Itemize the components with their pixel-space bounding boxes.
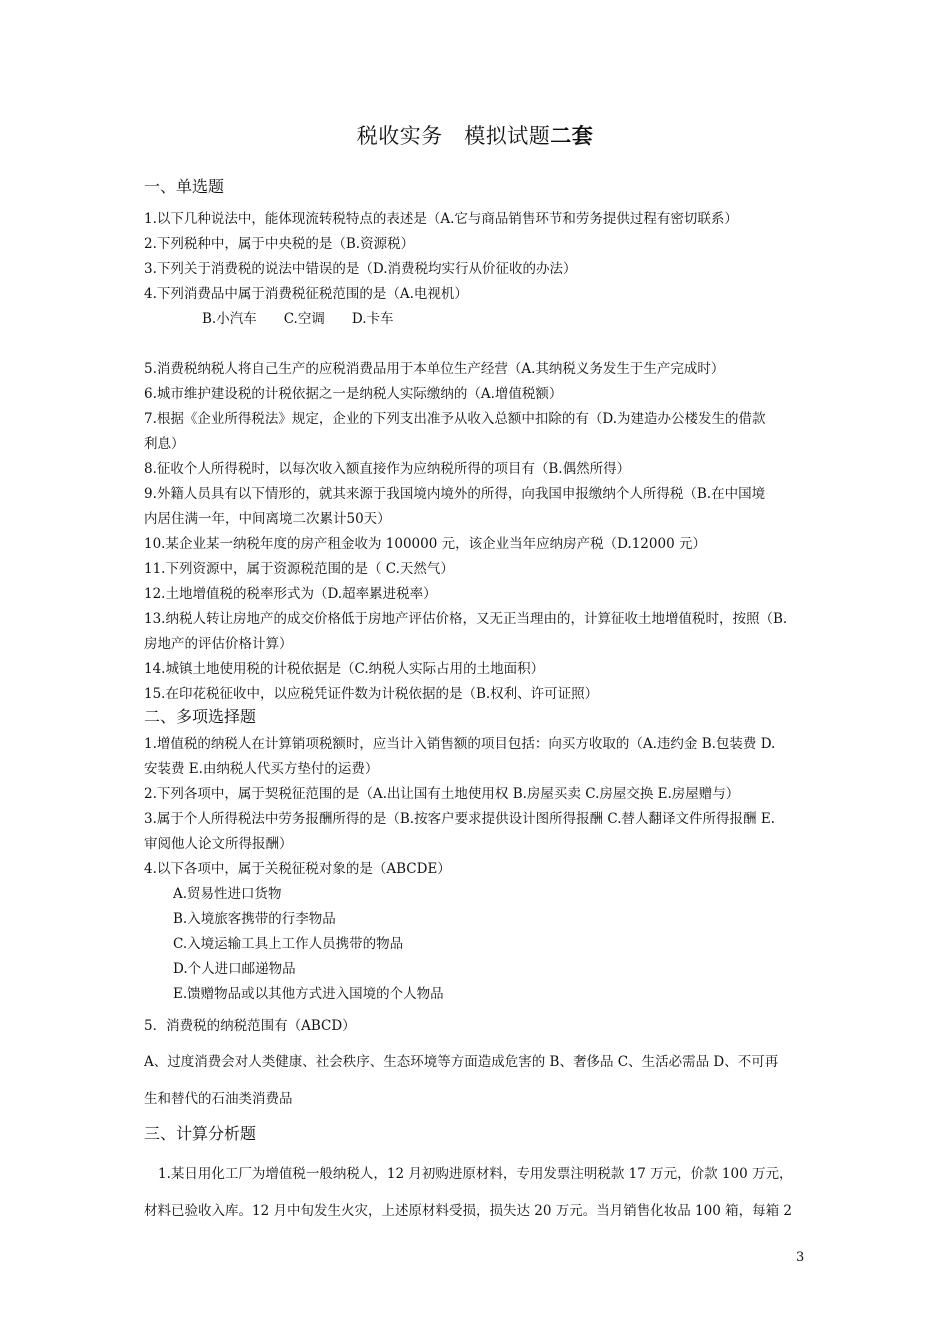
question-line: 生和替代的石油类消费品 <box>144 1091 293 1107</box>
question-line: 7.根据《企业所得税法》规定，企业的下列支出准予从收入总额中扣除的有（D.为建造办公楼发生的借款 <box>144 411 766 427</box>
question-line: 3.属于个人所得税法中劳务报酬所得的是（B.按客户要求提供设计图所得报酬 C.替人翻译文件所得报酬 E. <box>144 811 775 827</box>
question-line: 5．消费税的纳税范围有（ABCD） <box>144 1018 356 1034</box>
question-line: 9.外籍人员具有以下情形的，就其来源于我国境内境外的所得，向我国申报缴纳个人所得税（B.在中国境 <box>144 486 766 502</box>
question-line: 安装费 E.由纳税人代买方垫付的运费） <box>144 761 379 777</box>
question-line: 12.土地增值税的税率形式为（D.超率累进税率） <box>144 586 437 602</box>
option-line: C.入境运输工具上工作人员携带的物品 <box>173 936 404 952</box>
section-heading-multiple-choice: 二、多项选择题 <box>144 707 257 726</box>
question-line: 6.城市维护建设税的计税依据之一是纳税人实际缴纳的（A.增值税额） <box>144 386 563 402</box>
question-line: 材料已验收入库。12 月中旬发生火灾，上述原材料受损，损失达 20 万元。当月销售化妆品 100 箱，每箱 2 <box>144 1203 792 1219</box>
question-line: 14.城镇土地使用税的计税依据是（C.纳税人实际占用的土地面积） <box>144 661 545 677</box>
question-line: 内居住满一年，中间离境二次累计50天） <box>144 511 391 527</box>
question-line: 房地产的评估价格计算） <box>144 636 293 652</box>
question-line: A、过度消费会对人类健康、社会秩序、生态环境等方面造成危害的 B、奢侈品 C、生活必需品 D、不可再 <box>144 1054 779 1070</box>
page-number: 3 <box>796 1250 805 1265</box>
section-heading-single-choice: 一、单选题 <box>144 177 225 196</box>
question-line: 2.下列税种中，属于中央税的是（B.资源税） <box>144 236 415 252</box>
question-line: 15.在印花税征收中，以应税凭证件数为计税依据的是（B.权利、许可证照） <box>144 686 599 702</box>
option-line: D.个人进口邮递物品 <box>173 961 296 977</box>
option-line: B.入境旅客携带的行李物品 <box>173 911 336 927</box>
question-line: 13.纳税人转让房地产的成交价格低于房地产评估价格，又无正当理由的，计算征收土地增值税时，按照（B. <box>144 611 788 627</box>
question-line: 2.下列各项中，属于契税征范围的是（A.出让国有土地使用权 B.房屋买卖 C.房屋交换 E.房屋赠与） <box>144 786 740 802</box>
question-line: 1.增值税的纳税人在计算销项税额时，应当计入销售额的项目包括：向买方收取的（A.违约金 B.包装费 D. <box>144 736 776 752</box>
question-line: 利息） <box>144 436 185 452</box>
title-bold: 二套 <box>550 123 594 148</box>
question-line: 10.某企业某一纳税年度的房产租金收为 100000 元，该企业当年应纳房产税（D.12000 元） <box>144 536 706 552</box>
question-line: 5.消费税纳税人将自己生产的应税消费品用于本单位生产经营（A.其纳税义务发生于生产完成时） <box>144 361 725 377</box>
question-line: 1.以下几种说法中，能体现流转税特点的表述是（A.它与商品销售环节和劳务提供过程有密切联系） <box>144 211 738 227</box>
question-line: 4.下列消费品中属于消费税征税范围的是（A.电视机） <box>144 286 468 302</box>
question-line: 8.征收个人所得税时，以每次收入额直接作为应纳税所得的项目有（B.偶然所得） <box>144 461 631 477</box>
section-heading-calculation: 三、计算分析题 <box>144 1124 257 1143</box>
question-line: 3.下列关于消费税的说法中错误的是（D.消费税均实行从价征收的办法） <box>144 261 577 277</box>
question-line: 审阅他人论文所得报酬） <box>144 836 293 852</box>
option-line: B.小汽车 C.空调 D.卡车 <box>202 311 394 327</box>
question-line: 4.以下各项中，属于关税征税对象的是（ABCDE） <box>144 861 451 877</box>
option-line: A.贸易性进口货物 <box>173 886 282 902</box>
title-main: 税收实务 模拟试题 <box>356 124 551 148</box>
question-line: 11.下列资源中，属于资源税范围的是（ C.天然气） <box>144 561 454 577</box>
option-line: E.馈赠物品或以其他方式进入国境的个人物品 <box>173 986 444 1002</box>
question-line: 1.某日用化工厂为增值税一般纳税人，12 月初购进原材料，专用发票注明税款 17 万元，价款 100 万元， <box>158 1166 793 1182</box>
document-title <box>0 120 950 150</box>
